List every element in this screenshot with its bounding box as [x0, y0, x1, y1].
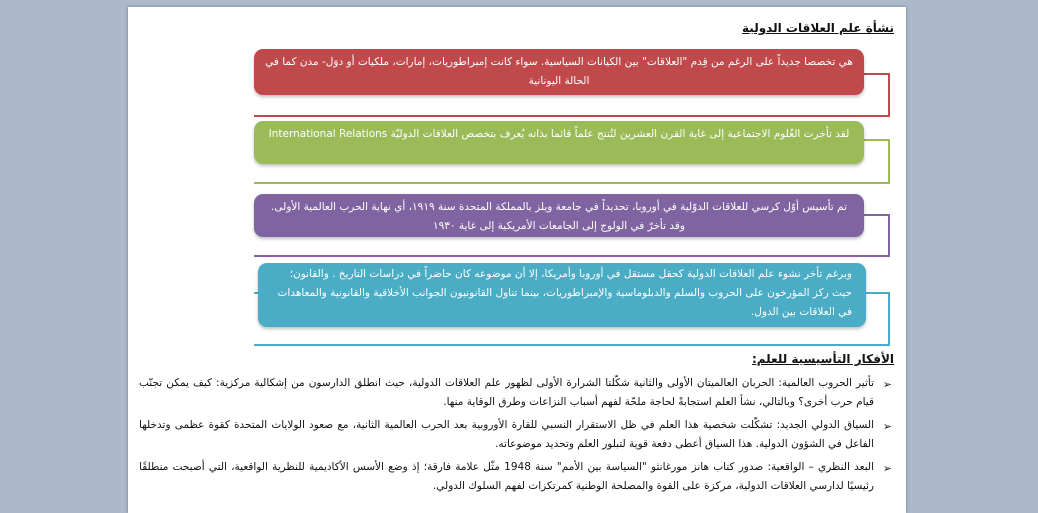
arrowhead-bullet-icon: ➢	[882, 378, 892, 391]
arrowhead-bullet-icon: ➢	[882, 462, 892, 475]
list-item-text: السياق الدولي الجديد: تشكّلت شخصية هذا العلم في ظل الاستقرار النسبي للقارة الأوروبية بعد الحرب العالمية الثانية، مع صعود الولايات المتحدة كقوة عظمى وتدخلها الفاعل في الشؤون الدولية. هذا السياق أعطى دفعة قوية لتبلور العلم وتحديد موضوعاته.	[139, 419, 874, 450]
foundational-ideas-heading: الأفكار التأسيسية للعلم:	[751, 352, 894, 366]
info-box-2: لقد تأخرت العُلوم الاجتماعية إلى غاية القرن العشرين لتُنتج علماً قائما بذاته يُعرف بتخصص العلاقات الدوليّة International Relations	[254, 121, 864, 164]
list-item	[139, 374, 894, 412]
list-item	[139, 416, 894, 454]
section-heading: نشأة علم العلاقات الدولية	[742, 21, 894, 35]
info-box-3: تم تأسيس أوّل كرسي للعلاقات الدوّلية في أوروبا، تحديداً في جامعة ويلز بالمملكة المتحدة سنة ١٩١٩، أي نهاية الحرب العالمية الأولى. وقد تأخرّ في الولوج إلى الجامعات الأمريكية إلى غاية ١٩٣٠	[254, 194, 864, 237]
foundational-ideas-list	[139, 374, 894, 500]
list-item	[139, 458, 894, 496]
arrowhead-bullet-icon: ➢	[882, 420, 892, 433]
list-item-text: البعد النظري – الواقعية: صدور كتاب هانز مورغانثو "السياسة بين الأمم" سنة 1948 مثّل علامة فارقة؛ إذ وضع الأسس الأكاديمية للنظرية الواقعية، التي أصبحت منطلقًا رئيسيًا لدارسي العلاقات الدولية، مركزة على القوة والمصلحة الوطنية كمرتكزات لفهم السلوك الدولي.	[139, 461, 874, 492]
info-box-1: هي تخصصا جديداً على الرغم من قِدم "العلاقات" بين الكيانات السياسية. سواء كانت إمبراطوريات، إمارات، ملكيات أو دوَل- مدن كما في الحالة اليونانية	[254, 49, 864, 95]
info-box-4: وبرغم تأخر نشوء علم العلاقات الدولية كحقل مستقل في أوروبا وأمريكا، إلا أن موضوعه كان حاضراً في دراسات التاريخ . والقانون؛ حيث ركز المؤرخون على الحروب والسلم والدبلوماسية والإمبراطوريات، بينما تناول القانونيون الجوانب الأخلاقية والقانونية والمعاهدات في العلاقات بين الدول.	[258, 263, 866, 327]
list-item-text: تأثير الحروب العالمية: الحربان العالميتان الأولى والثانية شكّلتا الشرارة الأولى لظهور علم العلاقات الدولية، حيث انطلق الدارسون من إشكالية مركزية: كيف يمكن تجنّب قيام حرب أخرى؟ وبالتالي، نشأ العلم استجابةً لحاجة ملحّة لفهم أسباب النزاعات وطرق الوقاية منها.	[139, 377, 874, 408]
document-page	[128, 7, 906, 513]
